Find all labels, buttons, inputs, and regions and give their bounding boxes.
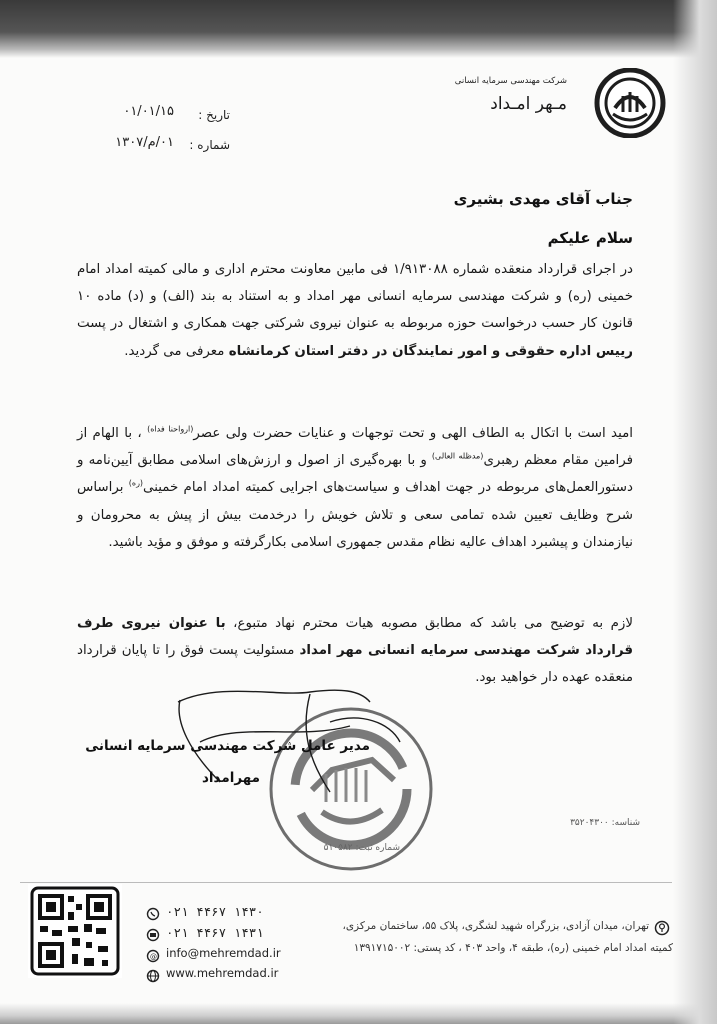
email-icon — [146, 948, 160, 962]
number-label: شماره : — [189, 138, 230, 152]
phone-number-1[interactable]: ۰۲۱ ۴۴۶۷ ۱۴۳۰ — [166, 904, 264, 919]
address-line-2: کمیته امداد امام خمینی (ره)، طبقه ۴، واحد ۴۰۳ ، کد پستی: ۱۳۹۱۷۱۵۰۰۲ — [353, 942, 673, 954]
date-label: تاریخ : — [198, 108, 230, 122]
number-value: ۰۱/م/۱۳۰۷ — [115, 135, 174, 150]
signatory-title: مدیر عامل شرکت مهندسی سرمایه انسانی — [85, 738, 370, 754]
company-small-name: شرکت مهندسی سرمایه انسانی — [454, 76, 567, 86]
p2-text-b: ، با الهام از فرامین مقام معظم رهبری — [77, 426, 634, 469]
globe-icon — [146, 968, 160, 982]
p3-text-a: لازم به توضیح می باشد که مطابق مصوبه هیات محترم نهاد متبوع، — [225, 616, 633, 631]
p2-honorific-1: (ارواحنا فداه) — [147, 424, 194, 434]
p2-text-c: و با بهره‌گیری از اصول و ارزش‌های اسلامی مطابق آیین‌نامه و دستورالعمل‌های مربوطه در جهت اهداف و سیاست‌های اجرایی کمیته امداد امام خمینی — [77, 453, 633, 496]
date-value: ۰۱/۰۱/۱۵ — [123, 104, 174, 119]
brand-name: مـهر امـداد — [490, 94, 567, 114]
signatory-company: مهرامداد — [201, 770, 260, 786]
p1-text-c: معرفی می گردید. — [124, 343, 229, 359]
phone-number-2[interactable]: ۰۲۱ ۴۴۶۷ ۱۴۳۱ — [166, 925, 264, 940]
registration-number: شماره ثبت: ۵۱۰۵۸۲ — [323, 843, 400, 853]
p2-text-d: براساس شرح وظایف تعیین شده تمامی سعی و تلاش خویش را درخدمت بیش از پیش به محرومان و نیازمندان و پیشبرد اهداف عالیه نظام مقدس جمهوری اسلامی بکارگرفته و موفق و مؤید باشید. — [77, 480, 633, 550]
location-pin-icon — [654, 920, 670, 936]
p3-text-c: مسئولیت پست فوق را تا پایان قرارداد منعقده عهده دار خواهید بود. — [77, 643, 633, 686]
p2-honorific-3: (ره) — [128, 478, 144, 488]
svg-text:@: @ — [150, 953, 157, 961]
website-link[interactable]: www.mehremdad.ir — [166, 966, 279, 980]
p3-contract-note: با عنوان نیروی طرف قرارداد شرکت مهندسی سرمایه انسانی مهر امداد — [77, 616, 633, 659]
logo-emblem — [585, 68, 675, 138]
email-address[interactable]: info@mehremdad.ir — [166, 946, 281, 960]
bottom-strip — [0, 1003, 717, 1024]
paragraph-wishes — [77, 420, 633, 556]
greeting: سلام علیکم — [547, 229, 633, 247]
fax-icon — [146, 927, 160, 941]
p1-text-a: در اجرای قرارداد منعقده شماره ۱/۹۱۳۰۸۸ فی مابین معاونت محترم اداری و مالی کمیته امداد امام خمینی (ره) و شرکت مهندسی سرمایه انسانی مهر امداد و به استناد به بند (الف) و (د) ماده ۱۰ قانون کار حسب درخواست حوزه مربوطه به عنوان نیروی شرکتی جهت همکاری و اشتغال در پست — [77, 262, 633, 332]
p1-position-title: رییس اداره حقوقی و امور نمایندگان در دفتر استان کرمانشاه — [228, 343, 633, 359]
p2-honorific-2: (مدظله العالی) — [431, 451, 484, 461]
whatsapp-icon — [146, 906, 160, 920]
paragraph-responsibility — [77, 610, 633, 692]
paragraph-introduction — [77, 256, 633, 365]
address-line-1: تهران، میدان آزادی، بزرگراه شهید لشگری، پلاک ۵۵، ساختمان مرکزی، — [342, 920, 649, 932]
addressee: جناب آقای مهدی بشیری — [453, 190, 633, 208]
national-id: شناسه: ۳۵۲۰۴۳۰۰ — [570, 818, 640, 828]
p2-text-a: امید است با اتکال به الطاف الهی و تحت توجهات و عنایات حضرت ولی عصر — [193, 426, 633, 441]
footer-divider — [20, 882, 672, 883]
qr-code[interactable] — [28, 884, 122, 978]
